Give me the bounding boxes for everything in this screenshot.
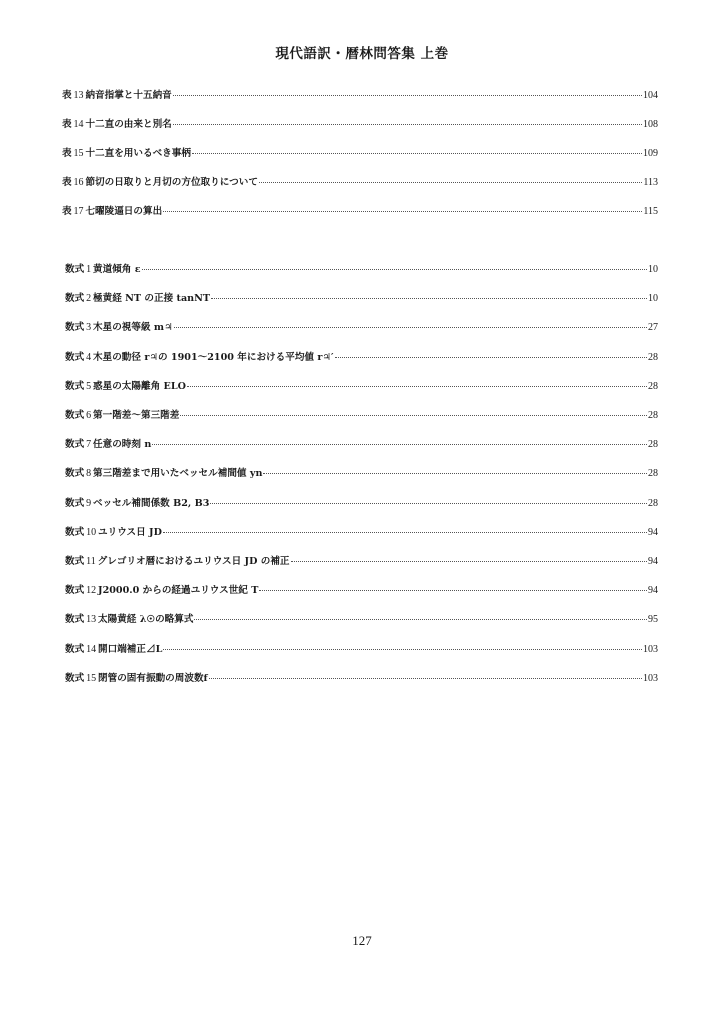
entry-prefix: 数式 <box>65 264 85 275</box>
toc-entry-table-17[interactable] <box>62 205 658 219</box>
entry-prefix: 表 <box>62 90 72 101</box>
toc-entry-equation-2[interactable] <box>65 292 658 306</box>
entry-number: 4 <box>86 352 92 363</box>
entry-prefix: 数式 <box>65 585 85 596</box>
entry-prefix: 数式 <box>65 644 85 655</box>
dot-leader <box>163 211 642 212</box>
entry-prefix: 数式 <box>65 498 85 509</box>
entry-page-number: 103 <box>643 644 658 655</box>
toc-entry-equation-13[interactable] <box>65 613 658 627</box>
toc-entry-equation-11[interactable] <box>65 555 658 569</box>
entry-title: 惑星の太陽離角 ELO <box>93 381 186 392</box>
entry-prefix: 表 <box>62 177 72 188</box>
dot-leader <box>163 532 647 533</box>
dot-leader <box>174 327 647 328</box>
entry-title: 第三階差まで用いたベッセル補間値 yn <box>93 468 263 479</box>
entry-page-number: 28 <box>648 439 658 450</box>
toc-entry-equation-1[interactable] <box>65 263 658 277</box>
toc-entry-equation-8[interactable] <box>65 467 658 481</box>
entry-title: 太陽黄経 λ☉の略算式 <box>98 614 194 625</box>
entry-page-number: 115 <box>643 206 658 217</box>
entry-number: 2 <box>86 293 92 304</box>
entry-number: 13 <box>73 90 84 101</box>
dot-leader <box>187 386 647 387</box>
entry-page-number: 27 <box>648 322 658 333</box>
toc-entry-equation-15[interactable] <box>65 672 658 686</box>
entry-page-number: 28 <box>648 381 658 392</box>
entry-number: 9 <box>86 498 92 509</box>
toc-entry-equation-7[interactable] <box>65 438 658 452</box>
entry-title: ベッセル補間係数 B2, B3 <box>93 498 210 509</box>
entry-page-number: 28 <box>648 468 658 479</box>
toc-entry-equation-6[interactable] <box>65 409 658 423</box>
dot-leader <box>335 357 647 358</box>
entry-prefix: 数式 <box>65 614 85 625</box>
dot-leader <box>180 415 647 416</box>
entry-title: 木星の視等級 m♃ <box>93 322 173 333</box>
entry-page-number: 28 <box>648 410 658 421</box>
dot-leader <box>210 503 647 504</box>
entry-page-number: 113 <box>643 177 658 188</box>
dot-leader <box>209 678 642 679</box>
entry-page-number: 94 <box>648 556 658 567</box>
entry-number: 7 <box>86 439 92 450</box>
entry-title: 黄道傾角 ε <box>93 264 141 275</box>
entry-number: 14 <box>86 644 97 655</box>
entry-number: 11 <box>86 556 96 567</box>
entry-title: 十二直を用いるべき事柄 <box>85 148 191 159</box>
entry-title: グレゴリオ暦におけるユリウス日 JD の補正 <box>97 556 290 567</box>
entry-prefix: 数式 <box>65 322 85 333</box>
entry-title: 十二直の由来と別名 <box>85 119 172 130</box>
dot-leader <box>163 649 642 650</box>
entry-number: 1 <box>86 264 92 275</box>
entry-number: 17 <box>73 206 84 217</box>
entry-page-number: 10 <box>648 293 658 304</box>
dot-leader <box>173 124 642 125</box>
dot-leader <box>263 473 647 474</box>
entry-prefix: 数式 <box>65 673 85 684</box>
entry-number: 5 <box>86 381 92 392</box>
entry-prefix: 数式 <box>65 527 85 538</box>
toc-entry-table-15[interactable] <box>62 147 658 161</box>
entry-title: 第一階差～第三階差 <box>93 410 180 421</box>
entry-number: 15 <box>73 148 84 159</box>
entry-page-number: 104 <box>643 90 658 101</box>
entry-title: 木星の動径 r♃の 1901～2100 年における平均値 r♃′ <box>93 352 334 363</box>
entry-page-number: 103 <box>643 673 658 684</box>
toc-entry-equation-14[interactable] <box>65 643 658 657</box>
entry-number: 13 <box>86 614 97 625</box>
entry-prefix: 数式 <box>65 293 85 304</box>
entry-prefix: 数式 <box>65 468 85 479</box>
toc-entry-table-13[interactable] <box>62 89 658 103</box>
entry-number: 16 <box>73 177 84 188</box>
entry-prefix: 数式 <box>65 410 85 421</box>
entry-prefix: 数式 <box>65 556 85 567</box>
toc-entry-equation-3[interactable] <box>65 321 658 335</box>
toc-entry-equation-9[interactable] <box>65 497 658 511</box>
toc-entry-equation-12[interactable] <box>65 584 658 598</box>
dot-leader <box>173 95 642 96</box>
entry-prefix: 数式 <box>65 439 85 450</box>
toc-entry-equation-4[interactable] <box>65 351 658 365</box>
entry-prefix: 表 <box>62 148 72 159</box>
entry-title: 任意の時刻 n <box>93 439 152 450</box>
entry-page-number: 109 <box>643 148 658 159</box>
entry-title: ユリウス日 JD <box>98 527 162 538</box>
toc-entry-table-14[interactable] <box>62 118 658 132</box>
entry-title: 開口端補正⊿L <box>98 644 163 655</box>
dot-leader <box>192 153 642 154</box>
entry-number: 14 <box>73 119 84 130</box>
entry-title: J2000.0 からの経過ユリウス世紀 T <box>98 585 259 596</box>
entry-prefix: 表 <box>62 119 72 130</box>
dot-leader <box>152 444 647 445</box>
entry-title: 納音指掌と十五納音 <box>85 90 172 101</box>
entry-number: 8 <box>86 468 92 479</box>
dot-leader <box>211 298 647 299</box>
entry-number: 12 <box>86 585 97 596</box>
entry-prefix: 表 <box>62 206 72 217</box>
entry-page-number: 28 <box>648 352 658 363</box>
entry-page-number: 10 <box>648 264 658 275</box>
entry-page-number: 94 <box>648 585 658 596</box>
entry-page-number: 28 <box>648 498 658 509</box>
dot-leader <box>291 561 647 562</box>
dot-leader <box>142 269 647 270</box>
entry-number: 3 <box>86 322 92 333</box>
entry-page-number: 94 <box>648 527 658 538</box>
dot-leader <box>259 182 642 183</box>
entry-prefix: 数式 <box>65 352 85 363</box>
entry-number: 6 <box>86 410 92 421</box>
entry-title: 七曜陵逼日の算出 <box>85 206 163 217</box>
entry-title: 極黄経 NT の正接 tanNT <box>93 293 211 304</box>
dot-leader <box>259 590 647 591</box>
entry-page-number: 95 <box>648 614 658 625</box>
entry-page-number: 108 <box>643 119 658 130</box>
entry-title: 閉管の固有振動の周波数f <box>98 673 208 684</box>
toc-entry-equation-10[interactable] <box>65 526 658 540</box>
entry-number: 10 <box>86 527 97 538</box>
dot-leader <box>194 619 647 620</box>
toc-entry-table-16[interactable] <box>62 176 658 190</box>
entry-number: 15 <box>86 673 97 684</box>
toc-entry-equation-5[interactable] <box>65 380 658 394</box>
page-number: 127 <box>352 933 372 948</box>
entry-title: 節切の日取りと月切の方位取りについて <box>85 177 258 188</box>
entry-prefix: 数式 <box>65 381 85 392</box>
page-title: 現代語訳・暦林問答集 上巻 <box>275 46 449 62</box>
